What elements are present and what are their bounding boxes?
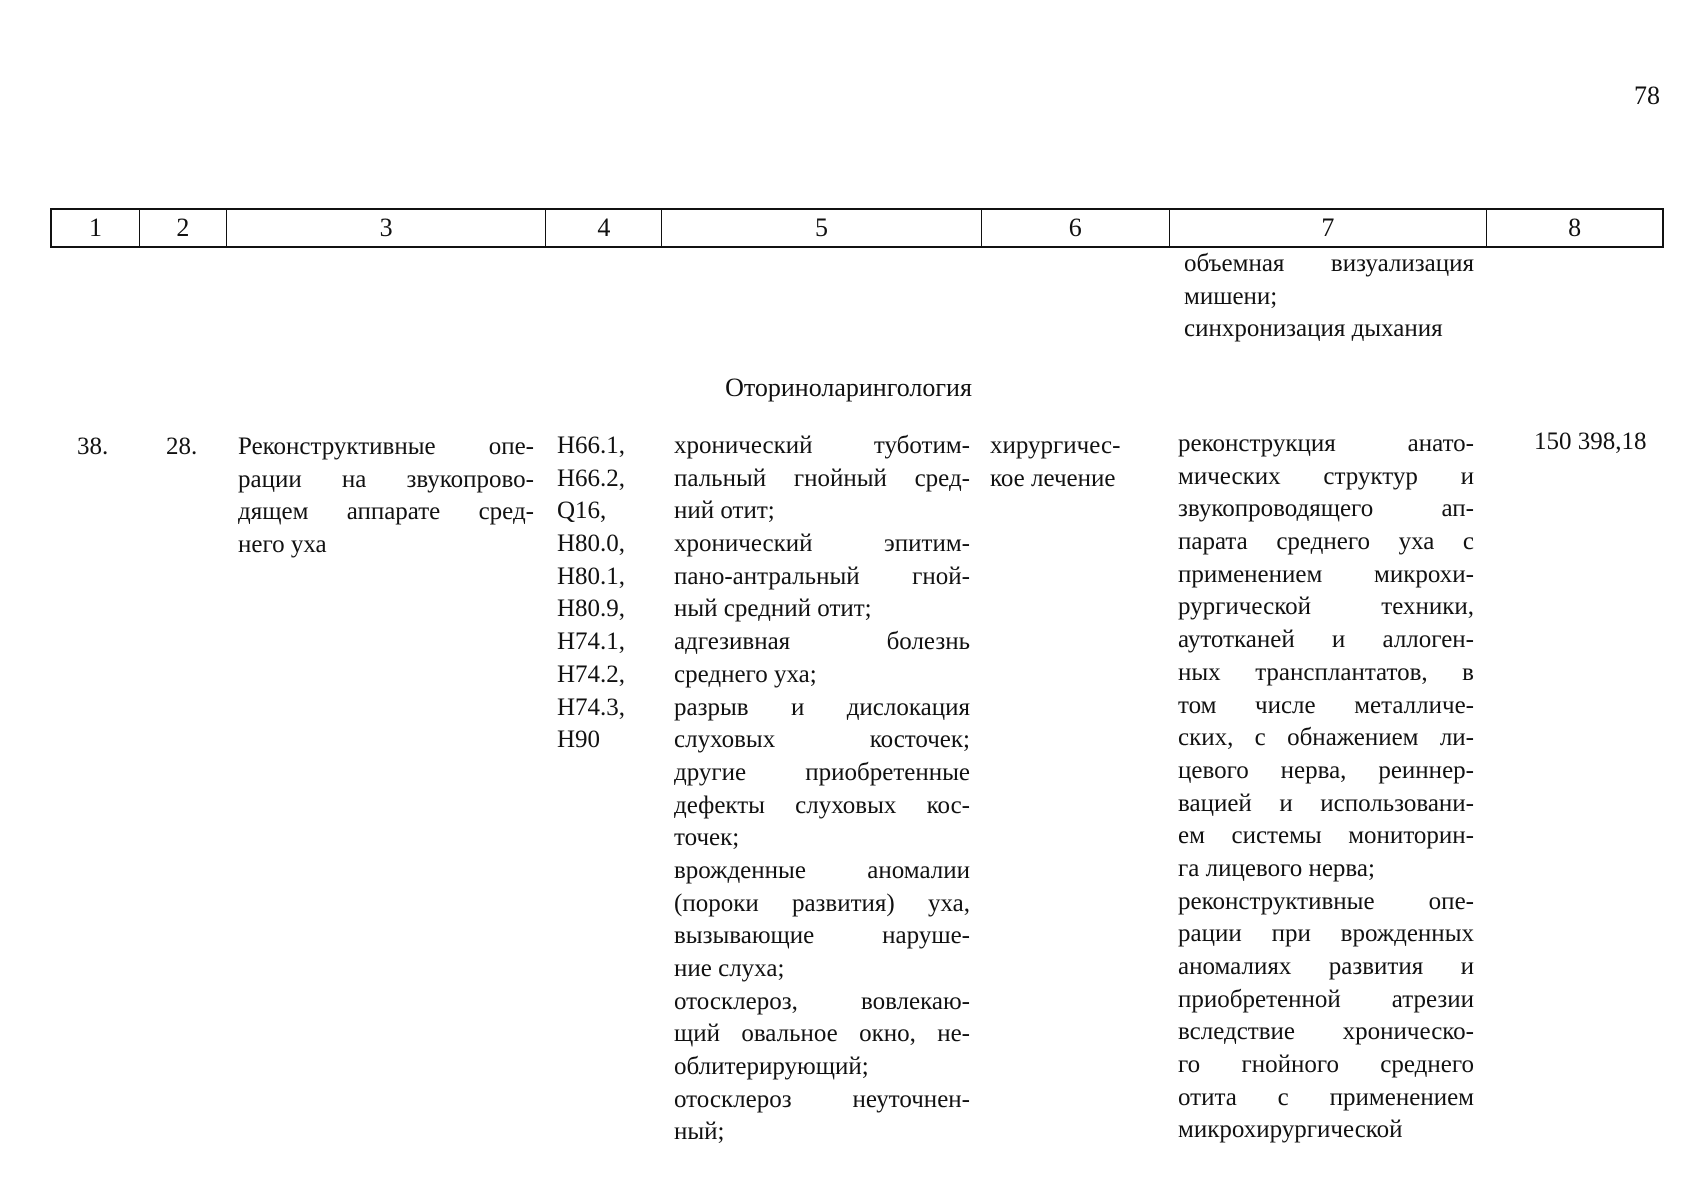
diagnosis-list bbox=[674, 430, 970, 1149]
section-title: Оториноларингология bbox=[725, 373, 972, 402]
header-cell-5: 5 bbox=[662, 210, 982, 246]
text-line: врожденные аномалии bbox=[674, 856, 970, 884]
text-line: ем системы мониторин- bbox=[1178, 822, 1474, 850]
text-line: другие приобретенные bbox=[674, 758, 970, 786]
text-line: среднего уха; bbox=[674, 660, 817, 688]
text-line: приобретенной атрезии bbox=[1178, 985, 1474, 1013]
text-line: том числе металличе- bbox=[1178, 691, 1474, 719]
text-line: кое лечение bbox=[990, 464, 1116, 492]
text-line: цевого нерва, реиннер- bbox=[1178, 756, 1474, 784]
continuation-text bbox=[1184, 248, 1474, 346]
text-line: H74.2, bbox=[557, 660, 626, 688]
text-line: рации на звукопрово- bbox=[238, 465, 534, 493]
text-line: H80.1, bbox=[557, 562, 626, 590]
text-line: парата среднего уха с bbox=[1178, 528, 1474, 556]
continuation-line: объемная визуализация bbox=[1184, 250, 1474, 277]
text-line: реконструктивные опе- bbox=[1178, 887, 1474, 915]
text-line: аутотканей и аллоген- bbox=[1178, 626, 1474, 654]
text-line: слуховых косточек; bbox=[674, 726, 970, 754]
text-line: него уха bbox=[238, 531, 327, 559]
text-line: применением микрохи- bbox=[1178, 560, 1474, 588]
text-line: вацией и использовани- bbox=[1178, 789, 1474, 817]
text-line: H74.3, bbox=[557, 693, 626, 721]
text-line: хирургичес- bbox=[990, 432, 1121, 459]
header-cell-4: 4 bbox=[546, 210, 662, 246]
text-line: аномалиях развития и bbox=[1178, 953, 1474, 980]
text-line: пано-антральный гной- bbox=[674, 562, 970, 590]
table-header-row bbox=[50, 208, 1664, 248]
header-cell-7: 7 bbox=[1170, 210, 1488, 246]
text-line: реконструкция анато- bbox=[1178, 430, 1474, 457]
text-line: отита с применением bbox=[1178, 1083, 1474, 1111]
text-line: га лицевого нерва; bbox=[1178, 854, 1375, 882]
text-line: (пороки развития) уха, bbox=[674, 889, 970, 917]
text-line: отосклероз, вовлекаю- bbox=[674, 987, 970, 1015]
text-line: Q16, bbox=[557, 497, 607, 525]
text-line: вследствие хроническо- bbox=[1178, 1018, 1474, 1046]
text-line: Реконструктивные опе- bbox=[238, 433, 534, 460]
continuation-line: синхронизация дыхания bbox=[1184, 315, 1443, 343]
text-line: H66.2, bbox=[557, 464, 626, 492]
continuation-line: мишени; bbox=[1184, 282, 1278, 310]
text-line: микрохирургической bbox=[1178, 1116, 1403, 1144]
text-line: ских, с обнажением ли- bbox=[1178, 724, 1474, 752]
text-line: ние слуха; bbox=[674, 955, 785, 982]
text-line: мических структур и bbox=[1178, 462, 1474, 490]
text-line: разрыв и дислокация bbox=[674, 693, 970, 721]
text-line: ный; bbox=[674, 1118, 725, 1146]
text-line: H74.1, bbox=[557, 628, 626, 656]
group-number: 28. bbox=[166, 433, 198, 460]
text-line: вызывающие наруше- bbox=[674, 922, 970, 950]
treatment-type bbox=[990, 430, 1170, 495]
procedure-name bbox=[238, 431, 534, 562]
text-line: ний отит; bbox=[674, 497, 775, 525]
text-line: хронический эпитим- bbox=[674, 530, 970, 558]
page-number: 78 bbox=[1634, 81, 1660, 110]
header-cell-8: 8 bbox=[1568, 213, 1582, 242]
text-line: го гнойного среднего bbox=[1178, 1051, 1474, 1079]
text-line: ных трансплантатов, в bbox=[1178, 658, 1474, 686]
text-line: ный средний отит; bbox=[674, 595, 872, 623]
text-line: H66.1, bbox=[557, 432, 626, 459]
treatment-method bbox=[1178, 428, 1474, 1147]
text-line: облитерирующий; bbox=[674, 1053, 869, 1081]
text-line: адгезивная болезнь bbox=[674, 628, 970, 656]
text-line: точек; bbox=[674, 824, 740, 852]
header-cell-6: 6 bbox=[982, 210, 1170, 246]
row-number: 38. bbox=[77, 433, 109, 460]
text-line: рации при врожденных bbox=[1178, 920, 1474, 948]
text-line: рургической техники, bbox=[1178, 593, 1474, 621]
text-line: звукопроводящего ап- bbox=[1178, 495, 1474, 523]
text-line: пальный гнойный сред- bbox=[674, 464, 970, 492]
header-cell-2: 2 bbox=[140, 210, 227, 246]
cost-value: 150 398,18 bbox=[1534, 428, 1647, 455]
text-line: H90 bbox=[557, 726, 601, 754]
icd-codes bbox=[557, 430, 657, 757]
text-line: отосклероз неуточнен- bbox=[674, 1085, 970, 1113]
header-cell-3: 3 bbox=[227, 210, 547, 246]
text-line: дефекты слуховых кос- bbox=[674, 791, 970, 819]
text-line: дящем аппарате сред- bbox=[238, 498, 534, 526]
text-line: H80.9, bbox=[557, 595, 626, 623]
header-cell-1: 1 bbox=[52, 210, 140, 246]
text-line: хронический туботим- bbox=[674, 432, 970, 459]
text-line: H80.0, bbox=[557, 530, 626, 558]
text-line: щий овальное окно, не- bbox=[674, 1020, 970, 1048]
